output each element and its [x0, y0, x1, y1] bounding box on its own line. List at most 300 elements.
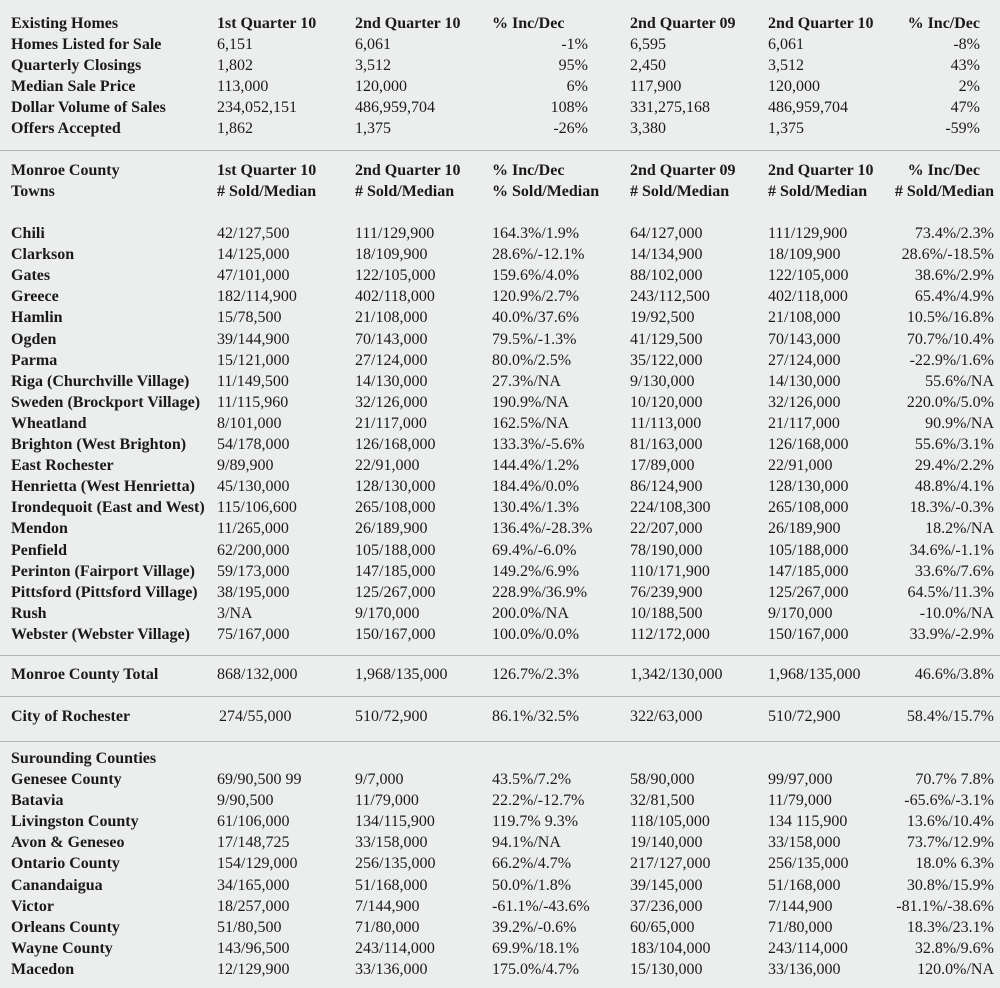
cell: 14/130,000: [355, 372, 428, 390]
cell: 130.4%/1.3%: [492, 499, 580, 517]
col-header: % Inc/Dec: [907, 162, 980, 179]
cell: 38/195,000: [217, 583, 290, 601]
table-row: [0, 392, 1000, 413]
cell: 30.8%/15.9%: [906, 876, 994, 894]
cell: 55.6%/3.1%: [914, 436, 994, 453]
cell: 11/115,960: [217, 393, 289, 411]
cell: 265/108,000: [768, 499, 849, 517]
towns-title: Towns: [11, 183, 55, 200]
table-row: [0, 434, 1000, 455]
cell: 265/108,000: [355, 499, 436, 517]
table-row: [0, 896, 1000, 917]
cell: 39/144,900: [217, 330, 290, 348]
section-divider: [0, 696, 1000, 697]
cell: 79.5%/-1.3%: [492, 330, 577, 348]
table-row: [0, 34, 1000, 55]
col-2q09-header: 2nd Quarter 09: [630, 15, 736, 32]
table-row: [0, 350, 1000, 371]
cell: 149.2%/6.9%: [492, 562, 580, 580]
row-label: City of Rochester: [11, 708, 131, 725]
table-row: [0, 853, 1000, 874]
city-of-rochester-row: [0, 706, 1000, 727]
cell: 9/89,900: [217, 457, 274, 475]
table-row: [0, 540, 1000, 561]
cell: 33.6%/7.6%: [914, 562, 994, 580]
cell: 18/257,000: [217, 897, 290, 915]
cell: 126/168,000: [355, 436, 436, 453]
row-label: Monroe County Total: [11, 666, 159, 683]
cell: 41/129,500: [630, 330, 703, 348]
table-row: [0, 917, 1000, 938]
cell: 256/135,000: [355, 855, 436, 873]
cell: 1,802: [217, 57, 253, 74]
cell: 12/129,900: [217, 960, 290, 978]
cell: -22.9%/1.6%: [909, 351, 994, 369]
cell: 22/91,000: [355, 457, 420, 475]
col-header: 2nd Quarter 10: [355, 162, 461, 179]
cell: 108%: [550, 99, 588, 116]
cell: 70.7% 7.8%: [915, 771, 994, 788]
cell: -65.6%/-3.1%: [904, 792, 994, 810]
cell: 51/168,000: [768, 876, 841, 894]
cell: 144.4%/1.2%: [492, 457, 580, 475]
cell: 47/101,000: [217, 267, 290, 285]
row-label: Hamlin: [11, 309, 63, 327]
existing-homes-header: [0, 13, 1000, 34]
table-row: [0, 455, 1000, 476]
cell: 228.9%/36.9%: [492, 583, 588, 601]
row-label: Genesee County: [11, 771, 122, 788]
cell: 28.6%/-18.5%: [901, 246, 994, 264]
cell: 39.2%/-0.6%: [492, 918, 577, 936]
cell: 21/117,000: [355, 414, 427, 432]
cell: 113,000: [217, 78, 269, 95]
table-row: [0, 223, 1000, 244]
table-row: [0, 518, 1000, 539]
cell: 81/163,000: [630, 436, 703, 453]
cell: 51/80,500: [217, 918, 282, 936]
cell: 43.5%/7.2%: [492, 771, 572, 788]
cell: 120,000: [355, 78, 407, 95]
cell: 14/125,000: [217, 246, 290, 264]
cell: 60/65,000: [630, 918, 695, 936]
cell: 10/188,500: [630, 604, 703, 622]
cell: 47%: [950, 99, 980, 116]
cell: 73.7%/12.9%: [906, 834, 994, 852]
row-label: Irondequoit (East and West): [11, 499, 205, 517]
cell: 9/170,000: [355, 604, 420, 622]
cell: 22.2%/-12.7%: [492, 792, 585, 810]
cell: 117,900: [630, 78, 682, 95]
cell: 51/168,000: [355, 876, 428, 894]
surrounding-counties-title: Surounding Counties: [11, 750, 157, 767]
cell: 126.7%/2.3%: [492, 666, 580, 683]
cell: 9/90,500: [217, 792, 274, 810]
row-label: Homes Listed for Sale: [11, 36, 162, 53]
cell: 54/178,000: [217, 436, 290, 453]
cell: 183/104,000: [630, 939, 711, 957]
cell: 143/96,500: [217, 939, 290, 957]
cell: 175.0%/4.7%: [492, 960, 580, 978]
cell: 122/105,000: [768, 267, 849, 285]
cell: 71/80,000: [768, 918, 833, 936]
col-header: # Sold/Median: [630, 183, 730, 200]
row-label: Henrietta (West Henrietta): [11, 478, 195, 496]
table-row: [0, 97, 1000, 118]
monroe-county-title: Monroe County: [11, 162, 120, 179]
cell: 11/265,000: [217, 520, 289, 538]
cell: 182/114,900: [217, 288, 297, 306]
col-header: 2nd Quarter 10: [768, 162, 874, 179]
table-row: [0, 938, 1000, 959]
cell: 134/115,900: [355, 813, 435, 831]
cell: 33/158,000: [768, 834, 841, 852]
cell: 32/126,000: [355, 393, 428, 411]
cell: 147/185,000: [768, 562, 849, 580]
col-header: % Inc/Dec: [492, 162, 565, 179]
cell: -61.1%/-43.6%: [492, 897, 590, 915]
table-row: [0, 959, 1000, 980]
cell: 7/144,900: [355, 897, 420, 915]
row-label: Avon & Geneseo: [11, 834, 125, 852]
col-1q10-header: 1st Quarter 10: [217, 15, 317, 32]
cell: 111/129,900: [355, 225, 435, 242]
monroe-header-row-2: [0, 181, 1000, 202]
cell: -8%: [953, 36, 980, 53]
cell: 26/189,900: [355, 520, 428, 538]
cell: 9/170,000: [768, 604, 833, 622]
cell: 94.1%/NA: [492, 834, 561, 852]
cell: 868/132,000: [217, 666, 298, 683]
cell: -26%: [553, 120, 588, 137]
cell: 224/108,300: [630, 499, 711, 517]
table-row: [0, 265, 1000, 286]
cell: 39/145,000: [630, 876, 703, 894]
row-label: Greece: [11, 288, 59, 306]
cell: 69.9%/18.1%: [492, 939, 580, 957]
cell: 134 115,900: [768, 813, 848, 831]
cell: 14/130,000: [768, 372, 841, 390]
cell: 3,512: [355, 57, 391, 74]
cell: 37/236,000: [630, 897, 703, 915]
cell: 38.6%/2.9%: [914, 267, 994, 285]
cell: 100.0%/0.0%: [492, 625, 580, 643]
cell: 95%: [558, 57, 588, 74]
col-2q10b-header: 2nd Quarter 10: [768, 15, 874, 32]
cell: 190.9%/NA: [492, 393, 569, 411]
cell: 80.0%/2.5%: [492, 351, 572, 369]
cell: 27.3%/NA: [492, 372, 561, 390]
table-row: [0, 832, 1000, 853]
cell: 120,000: [768, 78, 820, 95]
cell: 150/167,000: [355, 625, 436, 643]
cell: 510/72,900: [355, 708, 428, 725]
cell: 159.6%/4.0%: [492, 267, 580, 285]
cell: 9/7,000: [355, 771, 404, 788]
table-row: [0, 413, 1000, 434]
cell: 6,061: [355, 36, 391, 53]
table-row: [0, 790, 1000, 811]
cell: 66.2%/4.7%: [492, 855, 572, 873]
cell: 58.4%/15.7%: [906, 708, 994, 725]
row-label: Wayne County: [11, 939, 113, 957]
cell: 19/140,000: [630, 834, 703, 852]
row-label: Clarkson: [11, 246, 75, 264]
cell: 402/118,000: [768, 288, 848, 306]
row-label: Parma: [11, 351, 58, 369]
cell: 33.9%/-2.9%: [909, 625, 994, 643]
cell: 136.4%/-28.3%: [492, 520, 593, 538]
monroe-header-row-1: [0, 160, 1000, 181]
row-label: Wheatland: [11, 414, 87, 432]
cell: 46.6%/3.8%: [914, 666, 994, 683]
cell: 486,959,704: [355, 99, 435, 116]
cell: 75/167,000: [217, 625, 290, 643]
cell: -10.0%/NA: [919, 604, 994, 622]
table-row: [0, 307, 1000, 328]
table-row: [0, 769, 1000, 790]
row-label: Median Sale Price: [11, 78, 136, 95]
row-label: Gates: [11, 267, 51, 285]
cell: 1,342/130,000: [630, 666, 723, 683]
col-header: # Sold/Median: [894, 183, 994, 200]
row-label: Penfield: [11, 541, 67, 559]
cell: 105/188,000: [355, 541, 436, 559]
cell: 119.7% 9.3%: [492, 813, 579, 831]
cell: 118/105,000: [630, 813, 710, 831]
table-row: [0, 329, 1000, 350]
cell: 42/127,500: [217, 225, 290, 242]
row-label: Batavia: [11, 792, 64, 810]
cell: 18.3%/-0.3%: [909, 499, 994, 517]
cell: -81.1%/-38.6%: [896, 897, 994, 915]
cell: 11/113,000: [630, 414, 702, 432]
table-row: [0, 118, 1000, 139]
cell: 256/135,000: [768, 855, 849, 873]
table-row: [0, 371, 1000, 392]
cell: 322/63,000: [630, 708, 703, 725]
cell: 27/124,000: [768, 351, 841, 369]
row-label: Perinton (Fairport Village): [11, 562, 195, 580]
cell: 70/143,000: [768, 330, 841, 348]
cell: 34/165,000: [217, 876, 290, 894]
cell: 6%: [566, 78, 588, 95]
cell: 65.4%/4.9%: [914, 288, 994, 306]
cell: 33/158,000: [355, 834, 428, 852]
cell: 6,061: [768, 36, 804, 53]
cell: 71/80,000: [355, 918, 420, 936]
cell: 115/106,600: [217, 499, 297, 517]
row-label: Victor: [11, 897, 54, 915]
cell: -59%: [945, 120, 980, 137]
row-label: Pittsford (Pittsford Village): [11, 583, 198, 601]
cell: 105/188,000: [768, 541, 849, 559]
surrounding-counties-header: [0, 748, 1000, 769]
cell: 10/120,000: [630, 393, 703, 411]
cell: 220.0%/5.0%: [906, 393, 994, 411]
row-label: Mendon: [11, 520, 68, 538]
cell: 17/148,725: [217, 834, 290, 852]
col-header: # Sold/Median: [768, 183, 868, 200]
cell: 22/207,000: [630, 520, 703, 538]
table-row: [0, 286, 1000, 307]
table-row: [0, 244, 1000, 265]
cell: 40.0%/37.6%: [492, 309, 580, 327]
cell: 125/267,000: [355, 583, 436, 601]
cell: 45/130,000: [217, 478, 290, 496]
row-label: Sweden (Brockport Village): [11, 393, 201, 411]
cell: 34.6%/-1.1%: [909, 541, 994, 559]
cell: 10.5%/16.8%: [906, 309, 994, 327]
cell: 28.6%/-12.1%: [492, 246, 585, 264]
cell: 7/144,900: [768, 897, 833, 915]
col-header: % Sold/Median: [492, 183, 600, 200]
table-row: [0, 76, 1000, 97]
cell: 11/149,500: [217, 372, 289, 390]
cell: 73.4%/2.3%: [914, 225, 994, 242]
cell: 234,052,151: [217, 99, 297, 116]
cell: 15/130,000: [630, 960, 703, 978]
cell: 120.0%/NA: [917, 960, 994, 978]
cell: 48.8%/4.1%: [914, 478, 994, 496]
row-label: Rush: [11, 604, 47, 622]
cell: 33/136,000: [355, 960, 428, 978]
cell: 70.7%/10.4%: [906, 330, 994, 348]
table-row: [0, 497, 1000, 518]
row-label: East Rochester: [11, 457, 114, 475]
cell: 50.0%/1.8%: [492, 876, 572, 894]
cell: 33/136,000: [768, 960, 841, 978]
cell: 486,959,704: [768, 99, 848, 116]
cell: 17/89,000: [630, 457, 695, 475]
col-change-yoy-header: % Inc/Dec: [907, 15, 980, 32]
cell: 125/267,000: [768, 583, 849, 601]
col-header: 2nd Quarter 09: [630, 162, 736, 179]
cell: 1,375: [768, 120, 804, 137]
cell: 402/118,000: [355, 288, 435, 306]
cell: 133.3%/-5.6%: [492, 436, 585, 453]
cell: 21/108,000: [768, 309, 841, 327]
row-label: Orleans County: [11, 918, 120, 936]
cell: 217/127,000: [630, 855, 711, 873]
cell: 27/124,000: [355, 351, 428, 369]
cell: 8/101,000: [217, 414, 282, 432]
section-divider: [0, 655, 1000, 656]
table-row: [0, 55, 1000, 76]
section-divider: [0, 741, 1000, 742]
table-row: [0, 603, 1000, 624]
section-divider: [0, 150, 1000, 151]
cell: 154/129,000: [217, 855, 298, 873]
cell: 15/78,500: [217, 309, 282, 327]
cell: 122/105,000: [355, 267, 436, 285]
cell: 13.6%/10.4%: [906, 813, 994, 831]
cell: 26/189,900: [768, 520, 841, 538]
cell: 59/173,000: [217, 562, 290, 580]
col-header: 1st Quarter 10: [217, 162, 317, 179]
cell: 62/200,000: [217, 541, 290, 559]
row-label: Ogden: [11, 330, 57, 348]
cell: 64.5%/11.3%: [907, 583, 994, 601]
cell: 18.2%/NA: [925, 520, 994, 538]
cell: 6,151: [217, 36, 253, 53]
cell: 70/143,000: [355, 330, 428, 348]
cell: 1,862: [217, 120, 253, 137]
cell: 86/124,900: [630, 478, 703, 496]
cell: 76/239,900: [630, 583, 703, 601]
cell: -1%: [561, 36, 588, 53]
cell: 19/92,500: [630, 309, 695, 327]
cell: 43%: [950, 57, 980, 74]
row-label: Canandaigua: [11, 876, 103, 894]
cell: 18/109,900: [768, 246, 841, 264]
col-2q10-header: 2nd Quarter 10: [355, 15, 461, 32]
col-header: # Sold/Median: [217, 183, 317, 200]
cell: 126/168,000: [768, 436, 849, 453]
cell: 18.0% 6.3%: [915, 855, 994, 873]
row-label: Ontario County: [11, 855, 120, 873]
cell: 14/134,900: [630, 246, 703, 264]
cell: 21/108,000: [355, 309, 428, 327]
row-label: Webster (Webster Village): [11, 625, 190, 643]
row-label: Quarterly Closings: [11, 57, 142, 74]
table-row: [0, 476, 1000, 497]
cell: 162.5%/NA: [492, 414, 569, 432]
cell: 15/121,000: [217, 351, 290, 369]
cell: 3/NA: [217, 604, 253, 622]
cell: 90.9%/NA: [925, 414, 994, 432]
cell: 3,512: [768, 57, 804, 74]
row-label: Riga (Churchville Village): [11, 372, 190, 390]
cell: 32/126,000: [768, 393, 841, 411]
table-row: [0, 624, 1000, 645]
cell: 243/114,000: [355, 939, 435, 957]
table-row: [0, 875, 1000, 896]
cell: 274/55,000: [219, 708, 292, 725]
cell: 99/97,000: [768, 771, 833, 788]
cell: 128/130,000: [768, 478, 849, 496]
cell: 69/90,500 99: [217, 771, 302, 788]
col-change-header: % Inc/Dec: [492, 15, 565, 32]
cell: 18/109,900: [355, 246, 428, 264]
cell: 9/130,000: [630, 372, 695, 390]
row-label: Chili: [11, 225, 45, 242]
cell: 2,450: [630, 57, 666, 74]
table-row: [0, 582, 1000, 603]
cell: 29.4%/2.2%: [914, 457, 994, 475]
row-label: Brighton (West Brighton): [11, 436, 187, 453]
cell: 111/129,900: [768, 225, 848, 242]
cell: 200.0%/NA: [492, 604, 569, 622]
cell: 164.3%/1.9%: [492, 225, 580, 242]
row-label: Macedon: [11, 960, 75, 978]
cell: 55.6%/NA: [925, 372, 994, 390]
cell: 78/190,000: [630, 541, 703, 559]
cell: 86.1%/32.5%: [492, 708, 580, 725]
cell: 128/130,000: [355, 478, 436, 496]
cell: 1,968/135,000: [768, 666, 861, 683]
table-row: [0, 561, 1000, 582]
cell: 32/81,500: [630, 792, 695, 810]
row-label: Dollar Volume of Sales: [11, 99, 166, 116]
cell: 243/112,500: [630, 288, 710, 306]
cell: 32.8%/9.6%: [914, 939, 994, 957]
cell: 21/117,000: [768, 414, 840, 432]
cell: 18.3%/23.1%: [906, 918, 994, 936]
cell: 22/91,000: [768, 457, 833, 475]
monroe-total-row: [0, 664, 1000, 685]
cell: 11/79,000: [355, 792, 419, 810]
